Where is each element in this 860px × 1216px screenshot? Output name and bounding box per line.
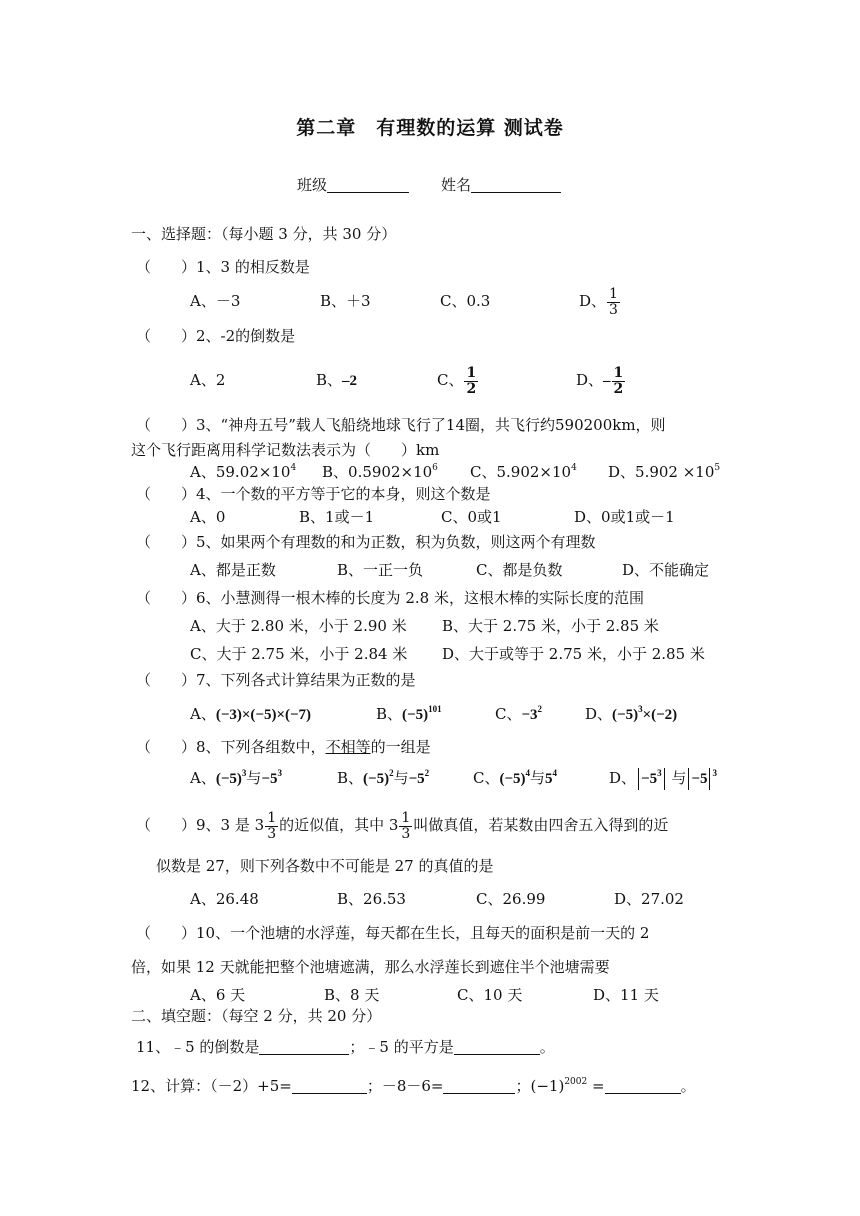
question-6 [136,588,644,608]
q10-stem-line1: 10、一个池塘的水浮莲，每天都在生长，且每天的面积是前一天的 2 [196,924,650,942]
section-fill-heading: 二、填空题：（每空 2 分，共 20 分） [131,1007,382,1025]
q6-option-b: B、大于 2.75 米，小于 2.85 米 [442,617,659,635]
q4-option-d: D、0或1或－1 [574,508,675,526]
question-2 [136,326,295,346]
q4-option-c: C、0或1 [441,508,502,526]
q10-option-c: C、10 天 [457,986,523,1004]
q1-option-a: A、－3 [190,292,241,310]
answer-paren[interactable]: （ ） [136,327,197,345]
q9-option-d: D、27.02 [614,890,684,908]
q10-option-d: D、11 天 [593,986,659,1004]
answer-paren[interactable]: （ ） [136,258,197,276]
q7-stem: 7、下列各式计算结果为正数的是 [196,671,416,689]
q9-stem-line2: 似数是 27，则下列各数中不可能是 27 的真值的是 [156,857,494,875]
question-10 [136,923,649,943]
fraction: $\frac{1}{3}$ [267,809,277,842]
q1-option-c: C、0.3 [440,292,491,310]
q6-option-d: D、大于或等于 2.75 米，小于 2.85 米 [442,645,705,663]
name-field [441,175,561,195]
q1-stem: 1、3 的相反数是 [196,258,310,276]
abs-bar [688,768,689,790]
q9-option-a: A、26.48 [190,890,259,908]
name-label: 姓名 [441,176,472,194]
question-7 [136,670,416,690]
q7-option-c: C、$-3^2$ [495,704,543,723]
q3-option-d: D、$5.902 \times 10^5$ [608,463,721,481]
q12-blank-2[interactable] [443,1077,515,1094]
q7-option-d: D、$(-5)^3\times(-2)$ [585,704,678,723]
q2-option-a: A、2 [190,371,226,389]
q8-option-a: A、$(-5)^3$与$-5^3$ [190,768,282,787]
class-blank[interactable] [327,176,409,193]
question-5 [136,532,596,552]
q12-blank-3[interactable] [605,1077,681,1094]
question-4 [136,484,491,504]
q4-option-b: B、1或－1 [299,508,375,526]
question-12: 12、计算：（－2）+5= ；－8－6= ；$(-1)^{2002}$ = 。 [131,1077,696,1095]
q5-option-c: C、都是负数 [476,561,563,579]
section-choice-heading: 一、选择题：（每小题 3 分，共 30 分） [131,225,397,243]
q11-blank-1[interactable] [259,1038,349,1055]
q12-blank-1[interactable] [292,1077,367,1094]
class-field [297,175,409,195]
abs-bar [638,768,639,790]
q4-option-a: A、0 [190,508,226,526]
q8-option-b: B、$(-5)^2$与$-5^2$ [337,768,430,787]
q7-option-a: A、(−3)×(−5)×(−7) [190,705,312,723]
answer-paren[interactable]: （ ） [136,671,197,689]
question-1 [136,257,310,277]
q3-option-a: A、$59.02\times 10^4$ [190,463,297,481]
question-3 [136,415,666,435]
q7-option-b: B、$(-5)^{101}$ [376,704,442,723]
q5-option-a: A、都是正数 [190,561,276,579]
q3-option-c: C、$5.902\times 10^4$ [470,463,577,481]
q6-stem: 6、小慧测得一根木棒的长度为 2.8 米，这根木棒的实际长度的范围 [196,589,644,607]
q11-blank-2[interactable] [454,1038,540,1055]
underlined-keyword: 不相等 [325,738,371,756]
q5-option-b: B、一正一负 [337,561,424,579]
q6-option-a: A、大于 2.80 米，小于 2.90 米 [190,617,407,635]
answer-paren[interactable]: （ ） [136,738,197,756]
question-11: 11、﹣5 的倒数是 ；﹣5 的平方是 。 [136,1038,555,1056]
q2-option-d: D、– $\frac{1}{2}$ [576,364,624,397]
page-title: 第二章 有理数的运算 测试卷 [296,117,564,139]
question-9: （ ）9、3 是 3 $\frac{1}{3}$ 的近似值，其中 3 $\frac{1}{3}$ 叫做真值，若某数由四舍五入得到的近 [136,809,669,842]
fraction: $\frac{1}{2}$ [613,364,624,397]
q10-stem-line2: 倍，如果 12 天就能把整个池塘遮满，那么水浮莲长到遮住半个池塘需要 [131,958,610,976]
abs-bar [709,768,710,790]
q2-option-b: B、–2 [316,371,358,389]
answer-paren[interactable]: （ ） [136,533,197,551]
class-label: 班级 [297,176,328,194]
answer-paren[interactable]: （ ） [136,816,197,834]
q5-option-d: D、不能确定 [622,561,710,579]
q5-stem: 5、如果两个有理数的和为正数，积为负数，则这两个有理数 [196,533,596,551]
fraction: $\frac{1}{3}$ [401,809,411,842]
q3-option-b: B、$0.5902\times 10^6$ [322,463,438,481]
answer-paren[interactable]: （ ） [136,924,197,942]
answer-paren[interactable]: （ ） [136,485,197,503]
answer-paren[interactable]: （ ） [136,589,197,607]
q10-option-a: A、6 天 [190,986,246,1004]
q1-option-b: B、＋3 [320,292,371,310]
answer-paren[interactable]: （ ） [136,416,197,434]
name-blank[interactable] [471,176,561,193]
q8-option-d: D、 $-5^3$ 与 −5 $^3$ [609,766,717,791]
q9-option-c: C、26.99 [476,890,546,908]
abs-bar [664,768,665,790]
q2-stem: 2、-2的倒数是 [196,327,296,345]
question-8: （ ）8、下列各组数中，不相等的一组是 [136,738,431,756]
fraction: $\frac{1}{3}$ [609,285,618,318]
q10-option-b: B、8 天 [324,986,380,1004]
q1-option-d: D、 $\frac{1}{3}$ [579,285,618,318]
q6-option-c: C、大于 2.75 米，小于 2.84 米 [190,645,408,663]
q4-stem: 4、一个数的平方等于它的本身，则这个数是 [196,485,491,503]
q2-option-c: C、 $\frac{1}{2}$ [437,364,477,397]
q3-stem-line1: 3、“神舟五号”载人飞船绕地球飞行了14圈，共飞行约590200km，则 [196,416,666,434]
q9-option-b: B、26.53 [337,890,406,908]
q3-stem-line2: 这个飞行距离用科学记数法表示为（ ）km [131,441,440,459]
q8-option-c: C、$(-5)^4$与$5^4$ [473,768,558,787]
fraction: $\frac{1}{2}$ [466,364,477,397]
